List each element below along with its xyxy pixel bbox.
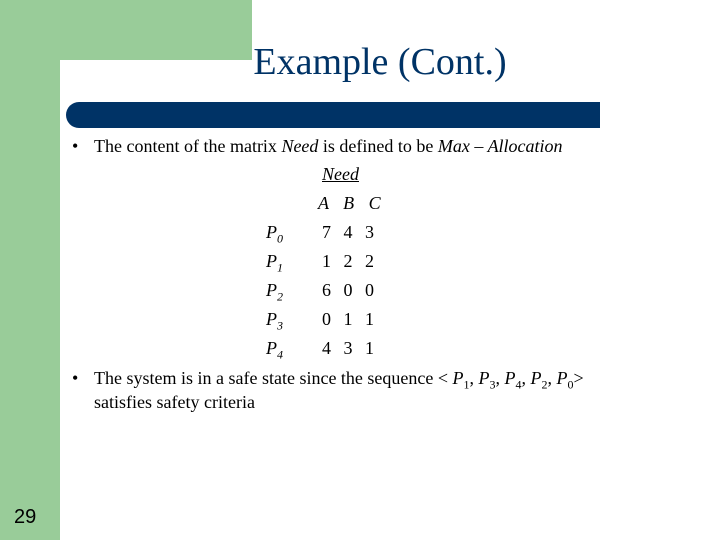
title-underline-bar: [66, 102, 600, 128]
bullet-safe-state: • The system is in a safe state since the sequence < $P_1$, $P_3$, $P_4$, $P_2$, $P_0>$ satisfies safety criteria: [72, 368, 584, 412]
matrix-row-values: 1 2 2: [322, 251, 378, 271]
matrix-row-label: $P_2$: [266, 280, 283, 304]
matrix-row-values: 6 0 0: [322, 280, 378, 300]
bullet-dot: •: [72, 136, 79, 156]
bullet-need-definition: [72, 134, 694, 158]
bullet2-text: The system is in a safe state since the sequence <: [94, 368, 453, 388]
bullet1-formula: Max – Allocation: [437, 136, 563, 156]
bullet2-line2: satisfies safety criteria: [94, 392, 255, 412]
page-number: 29: [14, 506, 37, 528]
matrix-row-values: 7 4 3: [322, 222, 378, 242]
bullet1-text-a: The content of the matrix: [94, 136, 282, 156]
bullet1-text-b: is defined to be: [318, 136, 438, 156]
bullet1-need: Need: [281, 136, 319, 156]
slide-title: Example (Cont.): [253, 41, 507, 83]
matrix-row-values: 4 3 1: [322, 338, 378, 358]
matrix-heading: Need: [322, 164, 359, 184]
matrix-columns: A B C: [318, 193, 386, 213]
matrix-row-label: $P_4$: [266, 338, 283, 362]
matrix-row-label: $P_3$: [266, 309, 283, 333]
matrix-row-values: 0 1 1: [322, 309, 378, 329]
matrix-row-label: $P_1$: [266, 251, 283, 275]
matrix-row-label: $P_0$: [266, 222, 283, 246]
bullet-dot: •: [72, 368, 79, 388]
